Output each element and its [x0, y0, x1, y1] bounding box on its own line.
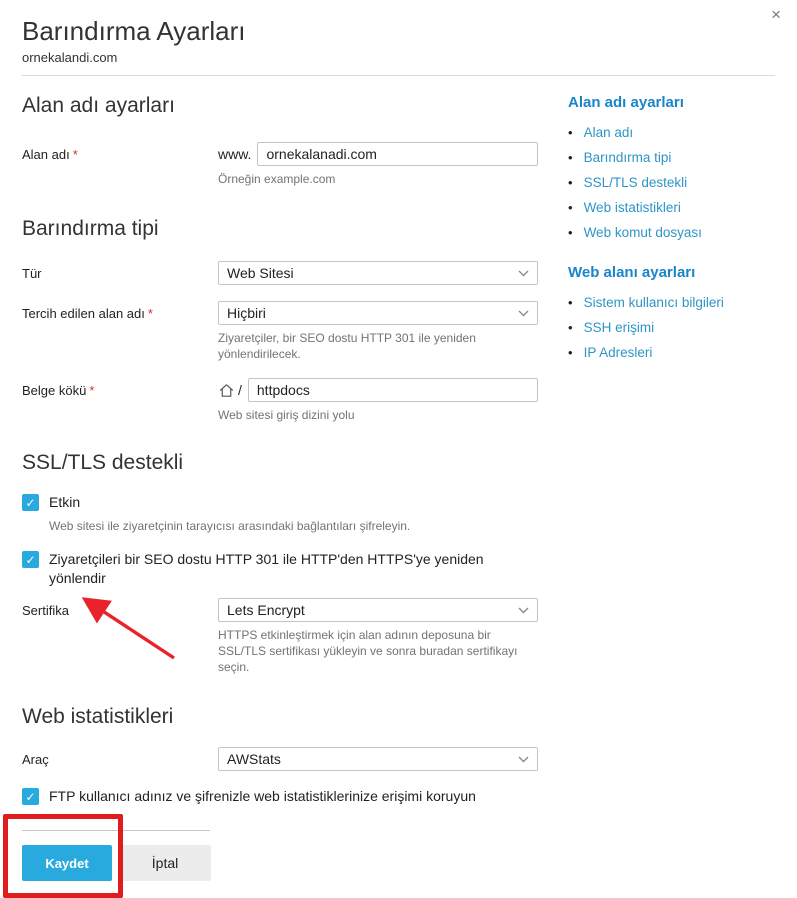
- save-button[interactable]: Kaydet: [22, 845, 112, 881]
- domain-name-hint: Örneğin example.com: [218, 172, 336, 186]
- ssl-enabled-checkbox-row: [22, 493, 538, 512]
- ssl-enabled-checkbox[interactable]: [22, 494, 39, 511]
- hosting-type-select-value: Web Sitesi: [227, 265, 294, 281]
- bullet-icon: •: [568, 125, 573, 140]
- list-item: [568, 174, 783, 191]
- stats-protect-label: FTP kullanıcı adınız ve şifrenizle web istatistiklerinize erişimi koruyun: [49, 788, 476, 804]
- document-root-label: Belge kökü *: [22, 383, 95, 398]
- document-root-hint: Web sitesi giriş dizini yolu: [218, 408, 355, 422]
- section-heading-stats: Web istatistikleri: [22, 705, 174, 728]
- toc-group-domain: [568, 94, 783, 241]
- type-label: Tür: [22, 266, 42, 281]
- domain-subtitle: ornekalandi.com: [22, 50, 118, 65]
- list-item: [568, 124, 783, 141]
- preferred-domain-select[interactable]: [218, 301, 538, 325]
- toc-group-webspace: [568, 264, 783, 361]
- ssl-enabled-label: Etkin: [49, 494, 81, 510]
- toc-link-ip-adresleri[interactable]: IP Adresleri: [583, 345, 653, 360]
- stats-tool-select[interactable]: [218, 747, 538, 771]
- dialog-footer: [22, 830, 538, 881]
- required-asterisk: *: [72, 147, 78, 162]
- certificate-label: Sertifika: [22, 603, 69, 618]
- section-heading-hosting-type: Barındırma tipi: [22, 217, 159, 240]
- bullet-icon: •: [568, 225, 573, 240]
- list-item: [568, 319, 783, 336]
- list-item: [568, 344, 783, 361]
- domain-name-row: [22, 142, 538, 187]
- ssl-redirect-checkbox-row: [22, 550, 538, 588]
- toc-link-barindirma-tipi[interactable]: Barındırma tipi: [583, 150, 672, 165]
- close-button[interactable]: [771, 6, 781, 23]
- www-prefix: www.: [218, 146, 252, 162]
- toc-sidebar: [568, 94, 783, 369]
- toc-link-ssh-erisimi[interactable]: SSH erişimi: [583, 320, 655, 335]
- stats-protect-checkbox-row: [22, 787, 538, 806]
- list-item: [568, 199, 783, 216]
- dialog-header: [22, 0, 781, 65]
- chevron-down-icon: [518, 310, 529, 317]
- hosting-type-select[interactable]: [218, 261, 538, 285]
- close-icon: ×: [771, 5, 781, 24]
- check-icon: ✓: [25, 552, 36, 567]
- ssl-enabled-hint: Web sitesi ile ziyaretçinin tarayıcısı arasındaki bağlantıları şifreleyin.: [49, 519, 411, 533]
- bullet-icon: •: [568, 200, 573, 215]
- toc-link-ssl-tls[interactable]: SSL/TLS destekli: [583, 175, 688, 190]
- required-asterisk: *: [147, 306, 153, 321]
- toc-link-web-istatistikleri[interactable]: Web istatistikleri: [583, 200, 681, 215]
- settings-form: [22, 94, 538, 881]
- list-item: [568, 294, 783, 311]
- document-root-row: [22, 378, 538, 423]
- document-root-input[interactable]: [248, 378, 538, 402]
- domain-name-label: Alan adı *: [22, 147, 78, 162]
- hosting-type-row: [22, 261, 538, 285]
- cancel-button[interactable]: İptal: [119, 845, 211, 881]
- preferred-domain-label: Tercih edilen alan adı *: [22, 306, 153, 321]
- check-icon: ✓: [25, 495, 36, 510]
- toc-link-sistem-kullanici[interactable]: Sistem kullanıcı bilgileri: [583, 295, 724, 310]
- bullet-icon: •: [568, 320, 573, 335]
- stats-tool-row: [22, 747, 538, 771]
- ssl-redirect-label: Ziyaretçileri bir SEO dostu HTTP 301 ile HTTP'den HTTPS'ye yeniden yönlendir: [49, 551, 484, 586]
- required-asterisk: *: [89, 383, 95, 398]
- section-heading-domain: Alan adı ayarları: [22, 94, 175, 117]
- check-icon: ✓: [25, 789, 36, 804]
- domain-name-input[interactable]: [257, 142, 538, 166]
- stats-tool-select-value: AWStats: [227, 751, 281, 767]
- chevron-down-icon: [518, 270, 529, 277]
- list-item: [568, 149, 783, 166]
- bullet-icon: •: [568, 175, 573, 190]
- toc-heading-webspace: Web alanı ayarları: [568, 264, 696, 281]
- list-item: [568, 224, 783, 241]
- toc-heading-domain: Alan adı ayarları: [568, 94, 684, 111]
- bullet-icon: •: [568, 345, 573, 360]
- preferred-domain-row: [22, 301, 538, 362]
- home-icon: [218, 382, 235, 399]
- certificate-select-value: Lets Encrypt: [227, 602, 305, 618]
- certificate-row: [22, 598, 538, 675]
- bullet-icon: •: [568, 150, 573, 165]
- chevron-down-icon: [518, 756, 529, 763]
- bullet-icon: •: [568, 295, 573, 310]
- preferred-domain-hint: Ziyaretçiler, bir SEO dostu HTTP 301 ile yeniden yönlendirilecek.: [218, 331, 476, 361]
- header-divider: [22, 75, 775, 76]
- stats-tool-label: Araç: [22, 752, 49, 767]
- chevron-down-icon: [518, 607, 529, 614]
- section-heading-ssl: SSL/TLS destekli: [22, 451, 184, 474]
- toc-link-alan-adi[interactable]: Alan adı: [583, 125, 634, 140]
- preferred-domain-select-value: Hiçbiri: [227, 305, 266, 321]
- toc-link-web-komut-dosyasi[interactable]: Web komut dosyası: [583, 225, 702, 240]
- page-title: Barındırma Ayarları: [22, 16, 246, 46]
- root-slash-prefix: /: [238, 382, 242, 398]
- stats-protect-checkbox[interactable]: [22, 788, 39, 805]
- certificate-select[interactable]: [218, 598, 538, 622]
- certificate-hint: HTTPS etkinleştirmek için alan adının deposuna bir SSL/TLS sertifikası yükleyin ve sonra buradan sertifikayı seçin.: [218, 628, 518, 674]
- ssl-redirect-checkbox[interactable]: [22, 551, 39, 568]
